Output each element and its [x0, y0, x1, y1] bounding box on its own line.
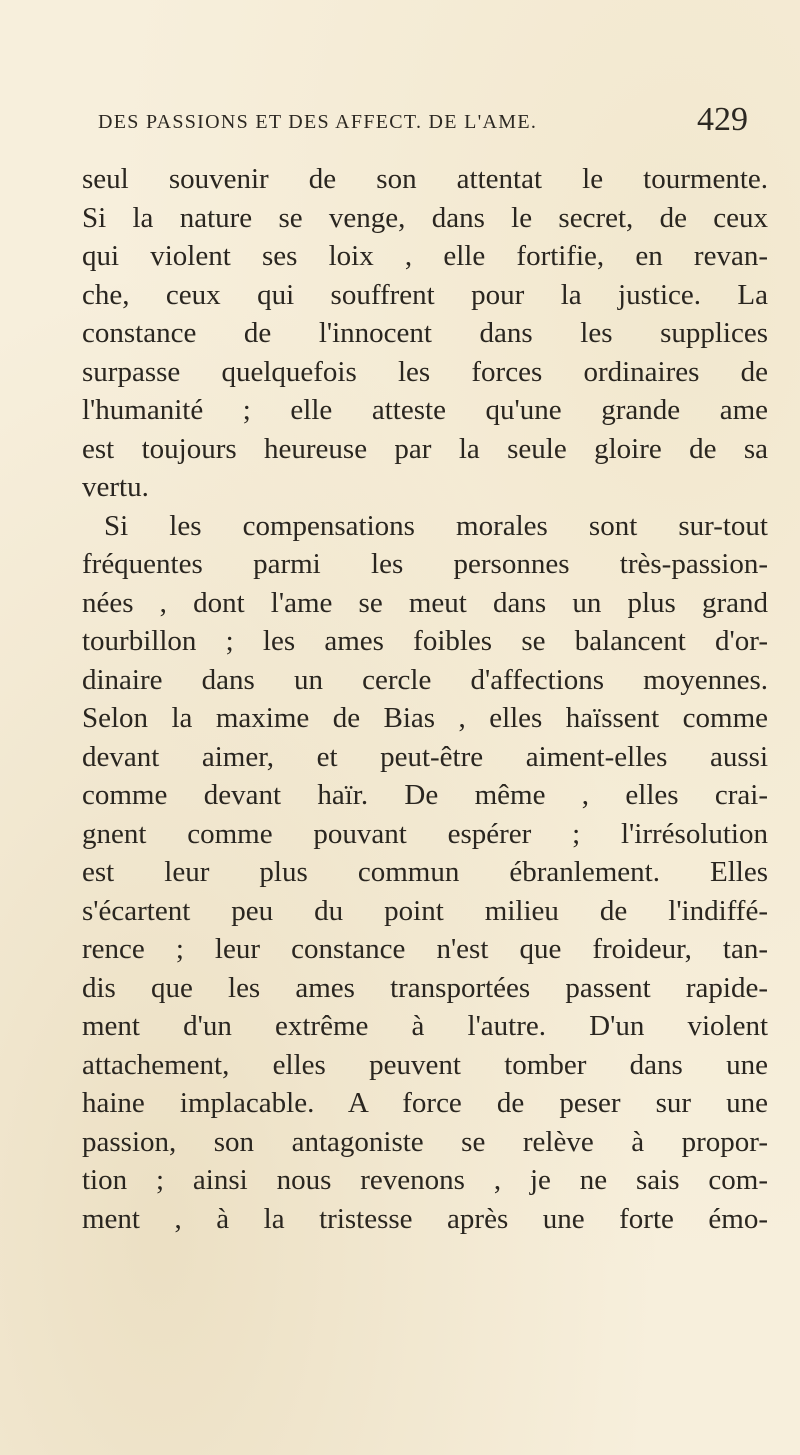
- text-line: tourbillon ; les ames foibles se balancent d'or-: [82, 625, 768, 657]
- text-line: fréquentes parmi les personnes très-passion-: [82, 548, 768, 580]
- text-line: gnent comme pouvant espérer ; l'irrésolution: [82, 817, 768, 850]
- page-header: [98, 101, 748, 144]
- text-line: comme devant haïr. De même , elles crai-: [82, 779, 768, 811]
- text-line: l'humanité ; elle atteste qu'une grande ame: [82, 394, 768, 426]
- text-line: haine implacable. A force de peser sur une: [82, 1087, 768, 1119]
- text-line: est leur plus commun ébranlement. Elles: [82, 856, 768, 888]
- text-line: nées , dont l'ame se meut dans un plus grand: [82, 586, 768, 619]
- text-line: devant aimer, et peut-être aiment-elles aussi: [82, 740, 768, 773]
- text-line: est toujours heureuse par la seule gloire de sa: [82, 432, 768, 465]
- text-line: Selon la maxime de Bias , elles haïssent comme: [82, 702, 768, 734]
- text-line: vertu.: [82, 471, 149, 503]
- text-line: rence ; leur constance n'est que froideur, tan-: [82, 933, 768, 965]
- page-number: 429: [697, 101, 748, 138]
- text-line: Si les compensations morales sont sur-tout: [104, 509, 768, 542]
- text-line: surpasse quelquefois les forces ordinaires de: [82, 355, 768, 388]
- text-line: attachement, elles peuvent tomber dans une: [82, 1048, 768, 1081]
- running-head: DES PASSIONS ET DES AFFECT. DE L'AME.: [98, 111, 538, 133]
- text-line: s'écartent peu du point milieu de l'indiffé-: [82, 894, 768, 927]
- text-line: tion ; ainsi nous revenons , je ne sais com-: [82, 1164, 768, 1196]
- text-line: passion, son antagoniste se relève à propor-: [82, 1125, 768, 1158]
- text-line: ment d'un extrême à l'autre. D'un violent: [82, 1010, 768, 1042]
- text-line: constance de l'innocent dans les supplices: [82, 317, 768, 349]
- text-line: qui violent ses loix , elle fortifie, en revan-: [82, 240, 768, 272]
- text-line: dinaire dans un cercle d'affections moyennes.: [82, 663, 768, 696]
- text-line: seul souvenir de son attentat le tourmente.: [82, 163, 768, 195]
- text-line: dis que les ames transportées passent rapide-: [82, 971, 768, 1004]
- text-line: Si la nature se venge, dans le secret, de ceux: [82, 201, 768, 234]
- text-line: ment , à la tristesse après une forte émo-: [82, 1202, 768, 1235]
- text-line: che, ceux qui souffrent pour la justice. La: [82, 278, 768, 311]
- body-text: [82, 160, 768, 1238]
